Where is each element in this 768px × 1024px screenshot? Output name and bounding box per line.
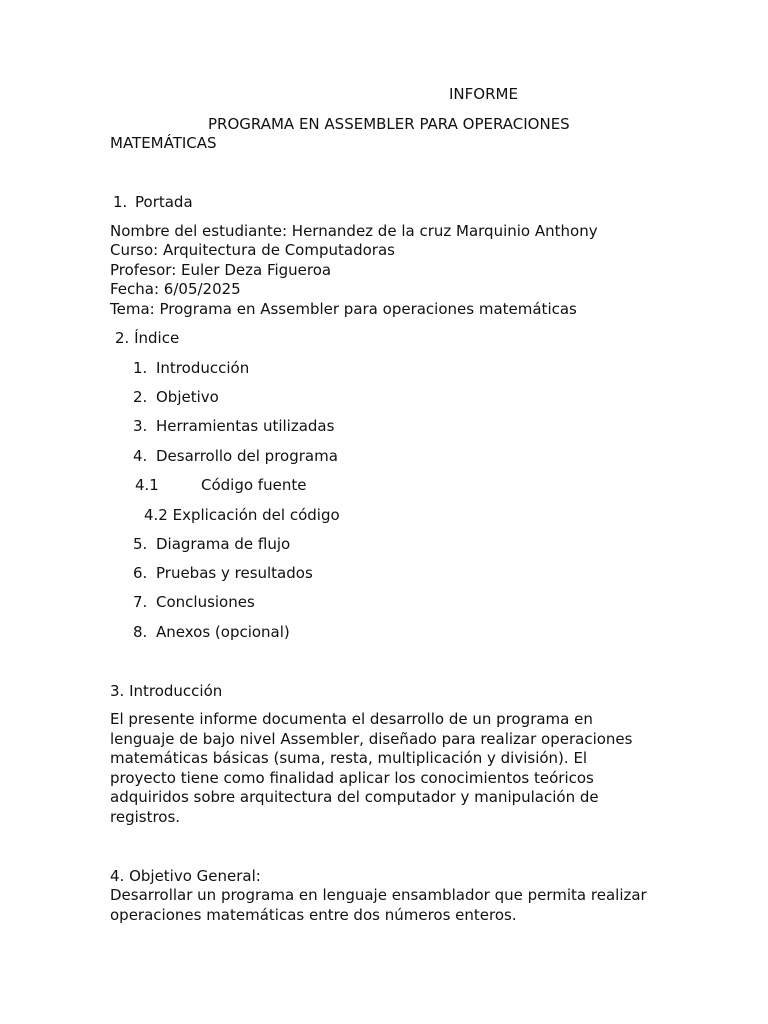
index-label: Introducción: [156, 359, 250, 377]
index-label: Conclusiones: [156, 593, 255, 611]
cover-date: Fecha: 6/05/2025: [110, 280, 241, 298]
section-1-heading: [113, 193, 193, 213]
document-subtitle-line-1: PROGRAMA EN ASSEMBLER PARA OPERACIONES: [208, 115, 570, 133]
index-number: 7.: [133, 593, 148, 611]
section-2-heading: 2. Índice: [115, 329, 180, 347]
index-item-introduccion: [133, 359, 249, 379]
index-label: Herramientas utilizadas: [156, 417, 335, 435]
index-label: Desarrollo del programa: [156, 447, 338, 465]
cover-professor: Profesor: Euler Deza Figueroa: [110, 261, 332, 279]
cover-topic: Tema: Programa en Assembler para operaciones matemáticas: [110, 300, 577, 318]
cover-student: Nombre del estudiante: Hernandez de la cruz Marquinio Anthony: [110, 222, 598, 240]
index-item-pruebas: [133, 564, 313, 584]
section-3-paragraph: El presente informe documenta el desarrollo de un programa en lenguaje de bajo nivel Assembler, diseñado para realizar operaciones matemáticas básicas (suma, resta, multiplicación y división). El proyecto tiene como finalidad aplicar los conocimientos teóricos adquiridos sobre arquitectura del computador y manipulación de registros.: [110, 710, 633, 826]
index-label: Objetivo: [156, 388, 219, 406]
index-number: 4.: [133, 447, 148, 465]
document-title: INFORME: [449, 85, 518, 103]
section-4-heading: 4. Objetivo General:: [110, 867, 261, 885]
index-label: Código fuente: [201, 476, 307, 494]
index-label: Pruebas y resultados: [156, 564, 313, 582]
index-item-codigo-fuente: [135, 476, 306, 496]
section-4-paragraph: Desarrollar un programa en lenguaje ensamblador que permita realizar operaciones matemáticas entre dos números enteros.: [110, 886, 647, 924]
index-number: 3.: [133, 417, 148, 435]
index-item-conclusiones: [133, 593, 255, 613]
index-number: 2.: [133, 388, 148, 406]
index-number: 8.: [133, 623, 148, 641]
index-number: 4.1: [135, 476, 159, 494]
index-item-objetivo: [133, 388, 219, 408]
document-subtitle-line-2: MATEMÁTICAS: [110, 134, 217, 152]
index-item-herramientas: [133, 417, 334, 437]
section-3-heading: 3. Introducción: [110, 682, 223, 700]
index-number: 1.: [133, 359, 148, 377]
index-label: Anexos (opcional): [156, 623, 290, 641]
index-number: 5.: [133, 535, 148, 553]
section-1-number: 1.: [113, 193, 128, 211]
index-item-desarrollo: [133, 447, 338, 467]
index-item-diagrama: [133, 535, 290, 555]
cover-course: Curso: Arquitectura de Computadoras: [110, 241, 395, 259]
index-label: Diagrama de flujo: [156, 535, 291, 553]
index-item-anexos: [133, 623, 290, 643]
index-number: 6.: [133, 564, 148, 582]
index-item-explicacion: 4.2 Explicación del código: [144, 506, 340, 524]
section-1-label: Portada: [135, 193, 193, 211]
